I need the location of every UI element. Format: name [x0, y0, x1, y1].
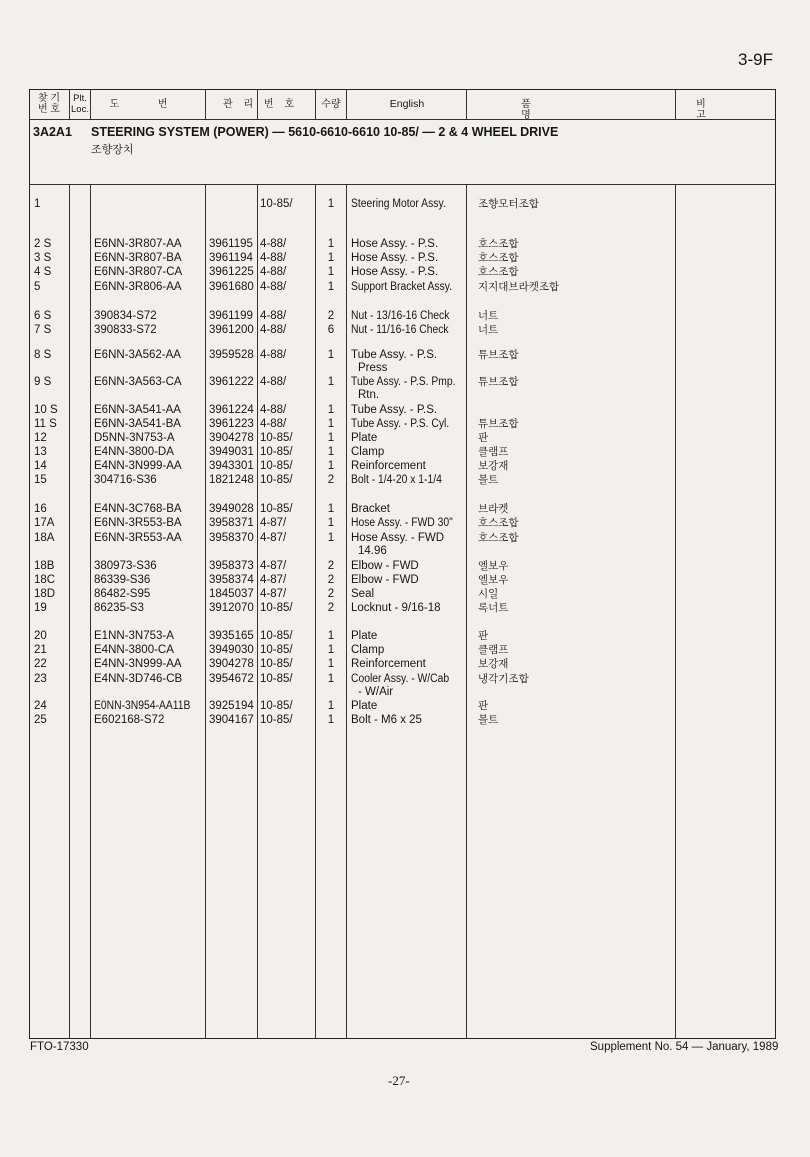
row-qty: 1 [327, 252, 335, 264]
row-english-name: Clamp [351, 644, 385, 656]
row-english-name: Steering Motor Assy. [351, 198, 446, 210]
row-date: 10-85/ [260, 474, 293, 486]
row-drawing: D5NN-3N753-A [94, 432, 175, 444]
row-date: 4-88/ [260, 238, 287, 250]
row-drawing: E6NN-3R806-AA [94, 281, 182, 293]
row-korean-name: 호스조합 [478, 517, 519, 529]
row-qty: 1 [327, 349, 335, 361]
row-korean-name: 튜브조합 [478, 349, 519, 361]
row-mgmt: 3961222 [209, 376, 254, 388]
row-drawing: 86235-S3 [94, 602, 144, 614]
row-date: 10-85/ [260, 460, 293, 472]
row-mgmt: 3961199 [209, 310, 253, 322]
row-english-name: Tube Assy. - P.S. [351, 404, 438, 416]
row-english-name: Cooler Assy. - W/Cab [351, 673, 450, 685]
header-drawing-no: 도 번 [109, 99, 186, 110]
row-drawing: E6NN-3A541-AA [94, 404, 181, 416]
row-date: 4-88/ [260, 418, 287, 430]
row-item: 12 [34, 432, 47, 444]
row-drawing: 304716-S36 [94, 474, 157, 486]
section-subtitle: 조향장치 [91, 144, 134, 156]
row-item: 18C [34, 574, 56, 586]
row-english-name: Hose Assy. - P.S. [351, 238, 439, 250]
row-mgmt: 3904167 [209, 714, 254, 726]
row-date: 10-85/ [260, 503, 293, 515]
row-qty: 6 [327, 324, 335, 336]
row-qty: 2 [327, 474, 335, 486]
row-date: 10-85/ [260, 630, 293, 642]
row-item: 8 S [34, 349, 52, 361]
row-mgmt: 3949031 [209, 446, 254, 458]
row-item: 2 S [34, 238, 52, 250]
footer-form-number: FTO-17330 [30, 1041, 89, 1053]
row-drawing: E6NN-3R807-CA [94, 266, 183, 278]
row-qty: 2 [327, 310, 335, 322]
row-item: 18A [34, 532, 55, 544]
row-date: 10-85/ [260, 198, 293, 210]
row-item: 15 [34, 474, 47, 486]
row-mgmt: 3925194 [209, 700, 254, 712]
row-drawing: E0NN-3N954-AA11B [94, 700, 191, 712]
row-drawing: E4NN-3800-CA [94, 644, 174, 656]
row-date: 4-88/ [260, 376, 287, 388]
row-english-name: - W/Air [358, 686, 394, 698]
row-english-name: 14.96 [358, 545, 387, 557]
row-date: 10-85/ [260, 602, 293, 614]
row-mgmt: 3949030 [209, 644, 254, 656]
row-drawing: E4NN-3C768-BA [94, 503, 182, 515]
row-qty: 1 [327, 714, 335, 726]
row-drawing: 380973-S36 [94, 560, 157, 572]
row-mgmt: 3943301 [209, 460, 254, 472]
row-item: 17A [34, 517, 55, 529]
header-plt-loc: Plt. Loc. [71, 93, 89, 115]
row-korean-name: 엘보우 [478, 560, 509, 572]
row-qty: 1 [327, 404, 335, 416]
row-date: 10-85/ [260, 446, 293, 458]
row-item: 18B [34, 560, 55, 572]
row-qty: 2 [327, 560, 335, 572]
row-mgmt: 3961195 [209, 238, 253, 250]
row-mgmt: 3904278 [209, 658, 254, 670]
row-korean-name: 판 [478, 432, 489, 444]
row-english-name: Bolt - 1/4-20 x 1-1/4 [351, 474, 442, 486]
row-english-name: Press [358, 362, 388, 374]
row-korean-name: 브라켓 [478, 503, 509, 515]
row-drawing: E6NN-3A541-BA [94, 418, 181, 430]
row-korean-name: 튜브조합 [478, 418, 519, 430]
row-korean-name: 너트 [478, 324, 499, 336]
row-item: 6 S [34, 310, 52, 322]
row-english-name: Reinforcement [351, 460, 426, 472]
row-drawing: E6NN-3A562-AA [94, 349, 181, 361]
row-item: 14 [34, 460, 47, 472]
row-english-name: Hose Assy. - P.S. [351, 252, 439, 264]
row-item: 20 [34, 630, 47, 642]
row-mgmt: 3958371 [209, 517, 254, 529]
row-date: 10-85/ [260, 714, 293, 726]
row-drawing: E6NN-3R553-BA [94, 517, 182, 529]
row-mgmt: 3961200 [209, 324, 254, 336]
row-date: 4-87/ [260, 574, 287, 586]
row-item: 4 S [34, 266, 52, 278]
row-date: 4-88/ [260, 252, 287, 264]
row-item: 21 [34, 644, 47, 656]
row-mgmt: 1845037 [209, 588, 254, 600]
row-date: 4-88/ [260, 324, 287, 336]
row-mgmt: 3958374 [209, 574, 254, 586]
row-english-name: Tube Assy. - P.S. Cyl. [351, 418, 450, 430]
row-english-name: Hose Assy. - FWD [351, 532, 445, 544]
row-qty: 1 [327, 503, 335, 515]
row-qty: 1 [327, 198, 335, 210]
row-korean-name: 호스조합 [478, 266, 519, 278]
row-korean-name: 시일 [478, 588, 499, 600]
row-korean-name: 호스조합 [478, 532, 519, 544]
row-drawing: E6NN-3R807-BA [94, 252, 182, 264]
row-qty: 1 [327, 238, 335, 250]
row-drawing: 390833-S72 [94, 324, 157, 336]
row-item: 22 [34, 658, 47, 670]
row-mgmt: 1821248 [209, 474, 254, 486]
section-code: 3A2A1 [33, 125, 72, 139]
footer-page-number: -27- [388, 1073, 410, 1088]
row-korean-name: 볼트 [478, 714, 499, 726]
row-drawing: E6NN-3A563-CA [94, 376, 182, 388]
row-mgmt: 3961194 [209, 252, 253, 264]
row-english-name: Support Bracket Assy. [351, 281, 453, 293]
row-korean-name: 너트 [478, 310, 499, 322]
header-item-no: 찾 기 번 호 [37, 93, 61, 115]
row-qty: 1 [327, 418, 335, 430]
row-date: 4-88/ [260, 404, 287, 416]
row-english-name: Tube Assy. - P.S. Pmp. [351, 376, 456, 388]
row-english-name: Elbow - FWD [351, 574, 419, 586]
row-drawing: E4NN-3800-DA [94, 446, 174, 458]
row-qty: 1 [327, 532, 335, 544]
row-english-name: Hose Assy. - FWD 30" [351, 517, 453, 529]
row-korean-name: 클램프 [478, 644, 509, 656]
row-drawing: E602168-S72 [94, 714, 165, 726]
row-item: 9 S [34, 376, 52, 388]
row-qty: 1 [327, 432, 335, 444]
row-date: 4-87/ [260, 517, 287, 529]
row-qty: 1 [327, 446, 335, 458]
row-english-name: Nut - 11/16-16 Check [351, 324, 449, 336]
row-date: 4-88/ [260, 281, 287, 293]
header-remarks: 비 고 [696, 99, 756, 121]
row-mgmt: 3961224 [209, 404, 254, 416]
row-mgmt: 3949028 [209, 503, 254, 515]
row-english-name: Nut - 13/16-16 Check [351, 310, 450, 322]
row-mgmt: 3904278 [209, 432, 254, 444]
row-drawing: 86339-S36 [94, 574, 151, 586]
row-english-name: Hose Assy. - P.S. [351, 266, 439, 278]
row-drawing: E4NN-3D746-CB [94, 673, 183, 685]
row-qty: 1 [327, 673, 335, 685]
row-english-name: Clamp [351, 446, 385, 458]
row-mgmt: 3959528 [209, 349, 254, 361]
row-item: 7 S [34, 324, 52, 336]
row-item: 3 S [34, 252, 52, 264]
row-item: 19 [34, 602, 47, 614]
row-date: 4-88/ [260, 349, 287, 361]
row-korean-name: 클램프 [478, 446, 509, 458]
row-date: 4-87/ [260, 560, 287, 572]
row-english-name: Locknut - 9/16-18 [351, 602, 441, 614]
row-qty: 1 [327, 644, 335, 656]
row-date: 10-85/ [260, 432, 293, 444]
section-title: STEERING SYSTEM (POWER) — 5610-6610-6610 10-85/ — 2 & 4 WHEEL DRIVE [91, 125, 559, 139]
row-item: 11 S [34, 418, 57, 430]
row-date: 10-85/ [260, 658, 293, 670]
row-korean-name: 튜브조합 [478, 376, 519, 388]
row-mgmt: 3961223 [209, 418, 254, 430]
row-date: 4-88/ [260, 266, 287, 278]
row-date: 10-85/ [260, 673, 293, 685]
header-qty: 수량 [321, 99, 341, 110]
row-qty: 1 [327, 460, 335, 472]
row-item: 16 [34, 503, 47, 515]
row-mgmt: 3961680 [209, 281, 254, 293]
row-mgmt: 3912070 [209, 602, 254, 614]
row-qty: 1 [327, 266, 335, 278]
row-english-name: Plate [351, 630, 378, 642]
row-korean-name: 호스조합 [478, 238, 519, 250]
row-english-name: Bolt - M6 x 25 [351, 714, 422, 726]
row-mgmt: 3958370 [209, 532, 254, 544]
row-english-name: Tube Assy. - P.S. [351, 349, 438, 361]
row-date: 4-87/ [260, 532, 287, 544]
row-item: 18D [34, 588, 56, 600]
row-korean-name: 록너트 [478, 602, 509, 614]
row-date: 10-85/ [260, 700, 293, 712]
row-item: 24 [34, 700, 47, 712]
header-mgmt-no: 관 리 번 호 [223, 99, 298, 110]
row-korean-name: 지지대브라켓조합 [478, 281, 560, 293]
row-drawing: E6NN-3R807-AA [94, 238, 182, 250]
row-item: 23 [34, 673, 47, 685]
row-korean-name: 판 [478, 630, 489, 642]
row-korean-name: 조향모터조합 [478, 198, 539, 210]
row-item: 10 S [34, 404, 58, 416]
row-qty: 1 [327, 517, 335, 529]
row-korean-name: 보강재 [478, 460, 509, 472]
row-korean-name: 보강재 [478, 658, 509, 670]
row-english-name: Rtn. [358, 389, 380, 401]
row-qty: 1 [327, 658, 335, 670]
row-drawing: E1NN-3N753-A [94, 630, 174, 642]
row-korean-name: 엘보우 [478, 574, 509, 586]
row-korean-name: 호스조합 [478, 252, 519, 264]
row-english-name: Bracket [351, 503, 390, 515]
row-drawing: E4NN-3N999-AA [94, 658, 182, 670]
row-date: 4-88/ [260, 310, 287, 322]
row-qty: 2 [327, 602, 335, 614]
row-qty: 1 [327, 281, 335, 293]
row-drawing: E4NN-3N999-AA [94, 460, 182, 472]
row-qty: 1 [327, 376, 335, 388]
header-english: English [389, 98, 425, 110]
row-item: 5 [34, 281, 41, 293]
row-mgmt: 3961225 [209, 266, 254, 278]
row-mgmt: 3954672 [209, 673, 254, 685]
row-english-name: Reinforcement [351, 658, 426, 670]
row-english-name: Seal [351, 588, 375, 600]
row-mgmt: 3958373 [209, 560, 254, 572]
row-item: 13 [34, 446, 47, 458]
row-date: 4-87/ [260, 588, 287, 600]
row-english-name: Plate [351, 432, 378, 444]
row-drawing: E6NN-3R553-AA [94, 532, 182, 544]
row-korean-name: 볼트 [478, 474, 499, 486]
row-item: 1 [34, 198, 41, 210]
header-korean-name: 품 명 [521, 99, 621, 121]
row-qty: 1 [327, 630, 335, 642]
row-korean-name: 냉각기조합 [478, 673, 529, 685]
row-mgmt: 3935165 [209, 630, 254, 642]
row-english-name: Elbow - FWD [351, 560, 419, 572]
row-item: 25 [34, 714, 47, 726]
row-english-name: Plate [351, 700, 378, 712]
row-qty: 2 [327, 574, 335, 586]
row-drawing: 390834-S72 [94, 310, 157, 322]
page-number: 3-9F [738, 50, 773, 69]
row-date: 10-85/ [260, 644, 293, 656]
row-qty: 2 [327, 588, 335, 600]
row-korean-name: 판 [478, 700, 489, 712]
footer-supplement: Supplement No. 54 — January, 1989 [590, 1041, 779, 1053]
row-qty: 1 [327, 700, 335, 712]
row-drawing: 86482-S95 [94, 588, 151, 600]
